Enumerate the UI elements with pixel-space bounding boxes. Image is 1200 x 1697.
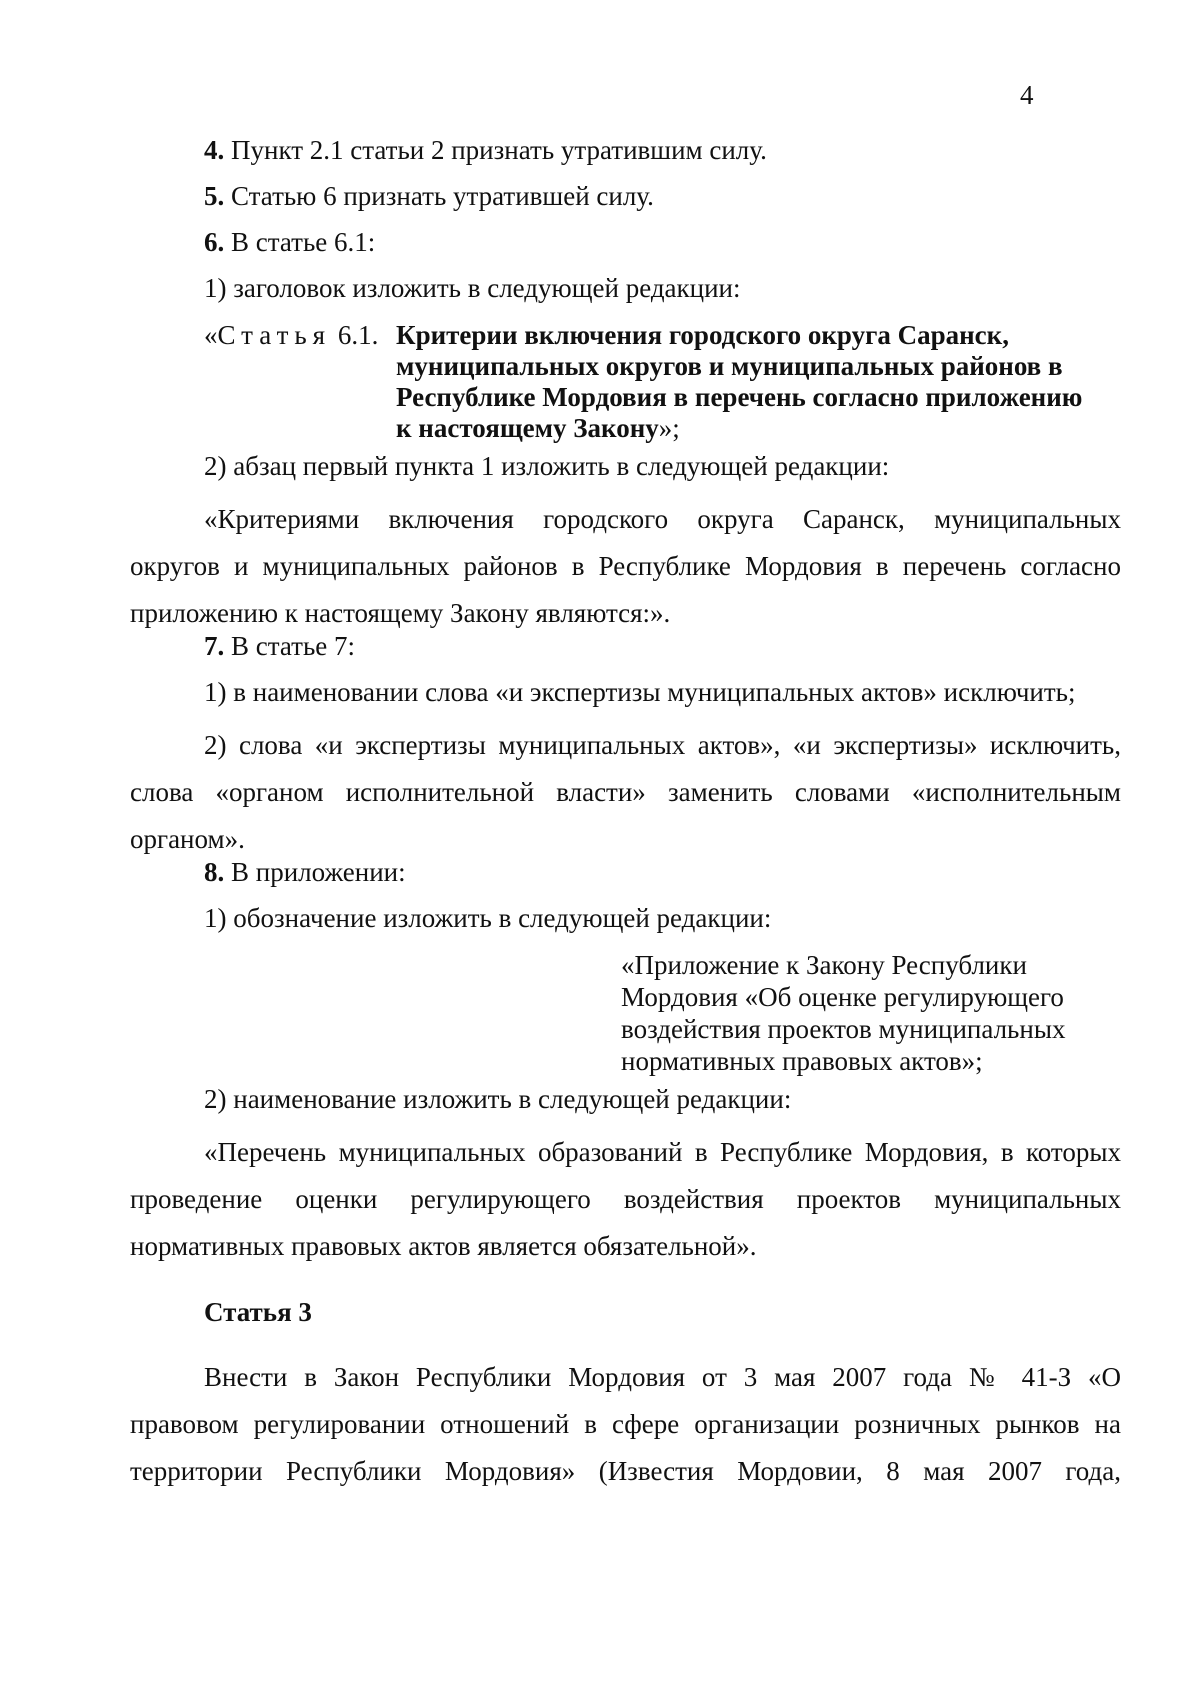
heading-line: Республике Мордовия в перечень согласно приложению xyxy=(396,382,1083,412)
item-4 xyxy=(204,135,767,166)
paragraph-line: территории Республики Мордовия» (Известия Мордовии, 8 мая 2007 года, xyxy=(130,1456,1121,1486)
item-text: В приложении: xyxy=(224,857,406,887)
item-text: Пункт 2.1 статьи 2 признать утратившим силу. xyxy=(224,135,767,165)
item-text: В статье 7: xyxy=(224,631,356,661)
paragraph-line: органом». xyxy=(130,824,245,854)
article-heading-prefix xyxy=(204,320,378,351)
page-number: 4 xyxy=(1020,80,1034,110)
article-number: 6.1. xyxy=(331,320,379,350)
paragraph-line: правовом регулировании отношений в сфере организации розничных рынков на xyxy=(130,1409,1121,1439)
item-number: 7. xyxy=(204,631,225,661)
item-5 xyxy=(204,181,654,212)
paragraph-line: 2) слова «и экспертизы муниципальных актов», «и экспертизы» исключить, xyxy=(204,730,1121,760)
heading-line: муниципальных округов и муниципальных районов в xyxy=(396,351,1063,381)
item-text: Статью 6 признать утратившей силу. xyxy=(224,181,654,211)
article-heading-title xyxy=(396,320,1082,444)
article-3-paragraph xyxy=(130,1354,1121,1495)
item-7-sub-2 xyxy=(130,722,1121,863)
annex-line: нормативных правовых актов»; xyxy=(621,1046,983,1076)
paragraph-line: приложению к настоящему Закону являются:». xyxy=(130,598,671,628)
item-8 xyxy=(204,857,406,888)
annex-designation xyxy=(621,949,1065,1077)
item-number: 5. xyxy=(204,181,225,211)
item-8-sub-1: 1) обозначение изложить в следующей редакции: xyxy=(204,903,772,933)
item-7 xyxy=(204,631,355,662)
heading-suffix: »; xyxy=(658,413,680,443)
paragraph-line: слова «органом исполнительной власти» заменить словами «исполнительным xyxy=(130,777,1121,807)
paragraph-line: «Критериями включения городского округа Саранск, муниципальных xyxy=(204,504,1121,534)
item-text: В статье 6.1: xyxy=(224,227,376,257)
item-6 xyxy=(204,227,375,258)
paragraph-line: проведение оценки регулирующего воздействия проектов муниципальных xyxy=(130,1184,1121,1214)
heading-line xyxy=(396,413,1082,444)
open-quote: « xyxy=(204,320,218,350)
heading-line-text: к настоящему Закону xyxy=(396,413,659,443)
annex-line: «Приложение к Закону Республики xyxy=(621,950,1027,980)
item-8-sub-2: 2) наименование изложить в следующей редакции: xyxy=(204,1084,792,1114)
paragraph-line: нормативных правовых актов является обязательной». xyxy=(130,1231,757,1261)
paragraph-line: «Перечень муниципальных образований в Республике Мордовия, в которых xyxy=(204,1137,1121,1167)
paragraph-line: Внести в Закон Республики Мордовия от 3 мая 2007 года № 41-З «О xyxy=(204,1362,1121,1392)
annex-line: Мордовия «Об оценке регулирующего xyxy=(621,982,1064,1012)
item-6-sub-2: 2) абзац первый пункта 1 изложить в следующей редакции: xyxy=(204,451,890,481)
heading-line: Критерии включения городского округа Саранск, xyxy=(396,320,1009,350)
item-number: 6. xyxy=(204,227,225,257)
item-6-sub-1: 1) заголовок изложить в следующей редакции: xyxy=(204,273,741,303)
annex-line: воздействия проектов муниципальных xyxy=(621,1014,1066,1044)
quote-paragraph xyxy=(130,496,1121,637)
paragraph-line: округов и муниципальных районов в Республике Мордовия в перечень согласно xyxy=(130,551,1121,581)
item-number: 4. xyxy=(204,135,225,165)
article-3-heading: Статья 3 xyxy=(204,1297,312,1327)
quote-paragraph xyxy=(130,1129,1121,1270)
article-word: Статья xyxy=(217,320,332,350)
item-number: 8. xyxy=(204,857,225,887)
item-7-sub-1: 1) в наименовании слова «и экспертизы муниципальных актов» исключить; xyxy=(204,677,1076,707)
